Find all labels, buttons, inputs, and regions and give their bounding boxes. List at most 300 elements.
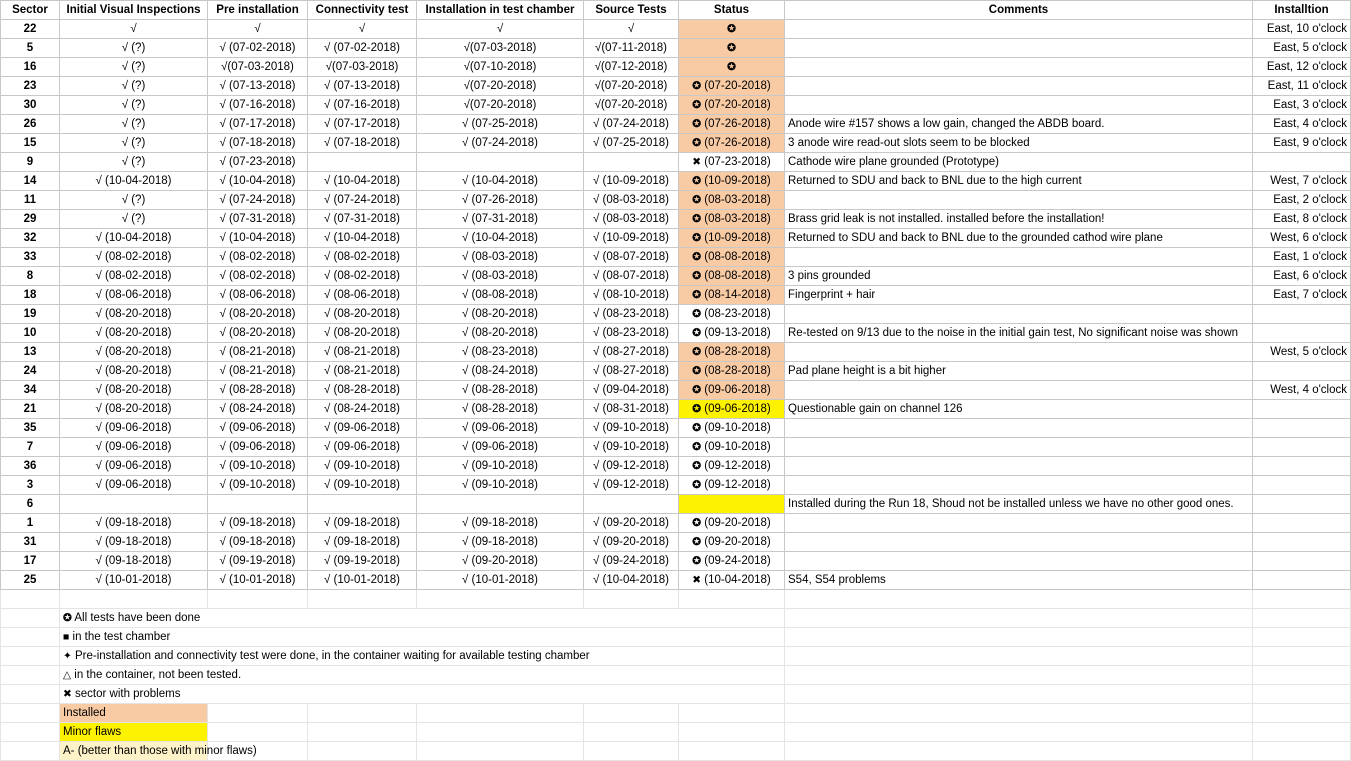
comment-cell[interactable]	[785, 58, 1253, 77]
empty-cell[interactable]	[1, 590, 60, 609]
chamber-cell[interactable]: √ (08-20-2018)	[417, 305, 584, 324]
sector-cell[interactable]: 16	[1, 58, 60, 77]
comment-cell[interactable]: S54, S54 problems	[785, 571, 1253, 590]
empty-cell[interactable]	[1, 666, 60, 685]
visual-inspection-cell[interactable]: √ (09-18-2018)	[60, 552, 208, 571]
connectivity-cell[interactable]: √ (08-20-2018)	[308, 305, 417, 324]
sector-cell[interactable]: 15	[1, 134, 60, 153]
sector-cell[interactable]: 22	[1, 20, 60, 39]
sector-cell[interactable]: 30	[1, 96, 60, 115]
status-cell[interactable]	[679, 58, 785, 77]
comment-cell[interactable]	[785, 457, 1253, 476]
chamber-cell[interactable]: √ (10-04-2018)	[417, 172, 584, 191]
chamber-cell[interactable]: √ (08-03-2018)	[417, 248, 584, 267]
sector-cell[interactable]: 14	[1, 172, 60, 191]
installation-cell[interactable]: East, 3 o'clock	[1253, 96, 1351, 115]
installation-cell[interactable]: East, 10 o'clock	[1253, 20, 1351, 39]
status-cell[interactable]	[679, 153, 785, 172]
chamber-cell[interactable]: √ (08-24-2018)	[417, 362, 584, 381]
status-cell[interactable]	[679, 229, 785, 248]
empty-cell[interactable]	[785, 666, 1253, 685]
pre-installation-cell[interactable]: √ (09-10-2018)	[208, 457, 308, 476]
legend-cell[interactable]	[60, 628, 785, 647]
installation-cell[interactable]	[1253, 362, 1351, 381]
comment-cell[interactable]: Anode wire #157 shows a low gain, changed the ABDB board.	[785, 115, 1253, 134]
empty-cell[interactable]	[785, 685, 1253, 704]
pre-installation-cell[interactable]: √ (10-04-2018)	[208, 172, 308, 191]
header-sector[interactable]: Sector	[1, 1, 60, 20]
sector-cell[interactable]: 33	[1, 248, 60, 267]
comment-cell[interactable]	[785, 552, 1253, 571]
empty-cell[interactable]	[417, 590, 584, 609]
pre-installation-cell[interactable]: √	[208, 20, 308, 39]
installation-cell[interactable]	[1253, 533, 1351, 552]
status-cell[interactable]	[679, 571, 785, 590]
comment-cell[interactable]	[785, 20, 1253, 39]
sector-cell[interactable]: 5	[1, 39, 60, 58]
chamber-cell[interactable]: √ (10-01-2018)	[417, 571, 584, 590]
empty-cell[interactable]	[1, 609, 60, 628]
source-test-cell[interactable]: √ (09-04-2018)	[584, 381, 679, 400]
status-cell[interactable]	[679, 533, 785, 552]
visual-inspection-cell[interactable]: √ (09-18-2018)	[60, 533, 208, 552]
visual-inspection-cell[interactable]: √ (?)	[60, 58, 208, 77]
visual-inspection-cell[interactable]: √ (08-20-2018)	[60, 343, 208, 362]
empty-cell[interactable]	[60, 590, 208, 609]
status-cell[interactable]	[679, 210, 785, 229]
chamber-cell[interactable]: √(07-10-2018)	[417, 58, 584, 77]
pre-installation-cell[interactable]: √ (09-06-2018)	[208, 419, 308, 438]
source-test-cell[interactable]	[584, 495, 679, 514]
status-cell[interactable]	[679, 248, 785, 267]
chamber-cell[interactable]: √ (09-18-2018)	[417, 514, 584, 533]
sector-cell[interactable]: 21	[1, 400, 60, 419]
source-test-cell[interactable]: √ (08-31-2018)	[584, 400, 679, 419]
status-cell[interactable]	[679, 400, 785, 419]
pre-installation-cell[interactable]: √ (08-06-2018)	[208, 286, 308, 305]
pre-installation-cell[interactable]: √ (08-02-2018)	[208, 248, 308, 267]
installation-cell[interactable]	[1253, 514, 1351, 533]
pre-installation-cell[interactable]: √ (08-20-2018)	[208, 305, 308, 324]
sector-cell[interactable]: 19	[1, 305, 60, 324]
source-test-cell[interactable]: √ (09-10-2018)	[584, 419, 679, 438]
chamber-cell[interactable]: √ (07-24-2018)	[417, 134, 584, 153]
visual-inspection-cell[interactable]: √ (09-06-2018)	[60, 457, 208, 476]
status-cell[interactable]	[679, 96, 785, 115]
chamber-cell[interactable]: √ (09-06-2018)	[417, 419, 584, 438]
empty-cell[interactable]	[785, 590, 1253, 609]
source-test-cell[interactable]: √ (09-10-2018)	[584, 438, 679, 457]
sector-cell[interactable]: 3	[1, 476, 60, 495]
header-visual-inspections[interactable]: Initial Visual Inspections	[60, 1, 208, 20]
visual-inspection-cell[interactable]: √ (10-01-2018)	[60, 571, 208, 590]
installation-cell[interactable]: East, 8 o'clock	[1253, 210, 1351, 229]
sector-cell[interactable]: 31	[1, 533, 60, 552]
legend-cell[interactable]: Installed	[60, 704, 208, 723]
status-cell[interactable]	[679, 20, 785, 39]
pre-installation-cell[interactable]: √ (08-28-2018)	[208, 381, 308, 400]
installation-cell[interactable]: East, 2 o'clock	[1253, 191, 1351, 210]
source-test-cell[interactable]: √ (08-27-2018)	[584, 362, 679, 381]
sector-cell[interactable]: 25	[1, 571, 60, 590]
empty-cell[interactable]	[679, 704, 785, 723]
chamber-cell[interactable]: √ (07-31-2018)	[417, 210, 584, 229]
status-cell[interactable]	[679, 115, 785, 134]
source-test-cell[interactable]: √ (09-12-2018)	[584, 476, 679, 495]
connectivity-cell[interactable]: √ (07-17-2018)	[308, 115, 417, 134]
pre-installation-cell[interactable]: √ (07-02-2018)	[208, 39, 308, 58]
connectivity-cell[interactable]: √ (08-21-2018)	[308, 343, 417, 362]
connectivity-cell[interactable]: √ (07-02-2018)	[308, 39, 417, 58]
installation-cell[interactable]: East, 9 o'clock	[1253, 134, 1351, 153]
empty-cell[interactable]	[584, 590, 679, 609]
empty-cell[interactable]	[785, 609, 1253, 628]
comment-cell[interactable]: Pad plane height is a bit higher	[785, 362, 1253, 381]
chamber-cell[interactable]: √ (08-20-2018)	[417, 324, 584, 343]
status-cell[interactable]	[679, 552, 785, 571]
installation-cell[interactable]: West, 6 o'clock	[1253, 229, 1351, 248]
legend-cell[interactable]	[60, 609, 785, 628]
sector-cell[interactable]: 36	[1, 457, 60, 476]
comment-cell[interactable]: Re-tested on 9/13 due to the noise in the initial gain test, No significant noise was shown	[785, 324, 1253, 343]
visual-inspection-cell[interactable]: √ (08-20-2018)	[60, 362, 208, 381]
chamber-cell[interactable]: √ (08-23-2018)	[417, 343, 584, 362]
empty-cell[interactable]	[679, 590, 785, 609]
visual-inspection-cell[interactable]: √ (?)	[60, 134, 208, 153]
sector-cell[interactable]: 10	[1, 324, 60, 343]
comment-cell[interactable]: Installed during the Run 18, Shoud not be installed unless we have no other good ones.	[785, 495, 1253, 514]
installation-cell[interactable]: East, 6 o'clock	[1253, 267, 1351, 286]
source-test-cell[interactable]: √ (10-09-2018)	[584, 172, 679, 191]
status-cell[interactable]	[679, 343, 785, 362]
installation-cell[interactable]: East, 7 o'clock	[1253, 286, 1351, 305]
status-cell[interactable]	[679, 172, 785, 191]
installation-cell[interactable]: East, 4 o'clock	[1253, 115, 1351, 134]
sector-cell[interactable]: 13	[1, 343, 60, 362]
visual-inspection-cell[interactable]: √ (09-06-2018)	[60, 419, 208, 438]
connectivity-cell[interactable]: √ (10-04-2018)	[308, 229, 417, 248]
empty-cell[interactable]	[1253, 723, 1351, 742]
empty-cell[interactable]	[1, 628, 60, 647]
empty-cell[interactable]	[1, 685, 60, 704]
empty-cell[interactable]	[417, 742, 584, 761]
comment-cell[interactable]: Cathode wire plane grounded (Prototype)	[785, 153, 1253, 172]
comment-cell[interactable]	[785, 381, 1253, 400]
chamber-cell[interactable]: √ (09-18-2018)	[417, 533, 584, 552]
source-test-cell[interactable]: √ (08-03-2018)	[584, 191, 679, 210]
installation-cell[interactable]: East, 5 o'clock	[1253, 39, 1351, 58]
header-connectivity-test[interactable]: Connectivity test	[308, 1, 417, 20]
visual-inspection-cell[interactable]: √ (08-20-2018)	[60, 305, 208, 324]
installation-cell[interactable]: West, 7 o'clock	[1253, 172, 1351, 191]
installation-cell[interactable]	[1253, 305, 1351, 324]
source-test-cell[interactable]: √ (08-23-2018)	[584, 324, 679, 343]
pre-installation-cell[interactable]: √ (08-02-2018)	[208, 267, 308, 286]
connectivity-cell[interactable]: √ (09-10-2018)	[308, 476, 417, 495]
empty-cell[interactable]	[308, 704, 417, 723]
connectivity-cell[interactable]: √ (09-19-2018)	[308, 552, 417, 571]
empty-cell[interactable]	[679, 742, 785, 761]
chamber-cell[interactable]: √ (07-25-2018)	[417, 115, 584, 134]
installation-cell[interactable]	[1253, 153, 1351, 172]
installation-cell[interactable]	[1253, 552, 1351, 571]
empty-cell[interactable]	[584, 704, 679, 723]
pre-installation-cell[interactable]	[208, 495, 308, 514]
source-test-cell[interactable]: √ (07-25-2018)	[584, 134, 679, 153]
source-test-cell[interactable]: √ (08-03-2018)	[584, 210, 679, 229]
installation-cell[interactable]: East, 11 o'clock	[1253, 77, 1351, 96]
status-cell[interactable]	[679, 191, 785, 210]
installation-cell[interactable]	[1253, 438, 1351, 457]
connectivity-cell[interactable]: √ (07-24-2018)	[308, 191, 417, 210]
visual-inspection-cell[interactable]: √ (10-04-2018)	[60, 172, 208, 191]
connectivity-cell[interactable]: √ (09-18-2018)	[308, 533, 417, 552]
installation-cell[interactable]	[1253, 495, 1351, 514]
pre-installation-cell[interactable]: √(07-03-2018)	[208, 58, 308, 77]
empty-cell[interactable]	[308, 723, 417, 742]
source-test-cell[interactable]: √ (08-07-2018)	[584, 267, 679, 286]
source-test-cell[interactable]: √ (08-23-2018)	[584, 305, 679, 324]
connectivity-cell[interactable]: √ (08-20-2018)	[308, 324, 417, 343]
status-cell[interactable]	[679, 381, 785, 400]
connectivity-cell[interactable]: √ (08-02-2018)	[308, 248, 417, 267]
source-test-cell[interactable]	[584, 153, 679, 172]
pre-installation-cell[interactable]: √ (07-23-2018)	[208, 153, 308, 172]
connectivity-cell[interactable]: √ (07-18-2018)	[308, 134, 417, 153]
comment-cell[interactable]	[785, 305, 1253, 324]
empty-cell[interactable]	[208, 590, 308, 609]
source-test-cell[interactable]: √(07-20-2018)	[584, 96, 679, 115]
empty-cell[interactable]	[1253, 590, 1351, 609]
comment-cell[interactable]	[785, 77, 1253, 96]
comment-cell[interactable]: 3 pins grounded	[785, 267, 1253, 286]
empty-cell[interactable]	[1253, 685, 1351, 704]
installation-cell[interactable]: East, 1 o'clock	[1253, 248, 1351, 267]
header-status[interactable]: Status	[679, 1, 785, 20]
chamber-cell[interactable]: √ (10-04-2018)	[417, 229, 584, 248]
status-cell[interactable]	[679, 77, 785, 96]
connectivity-cell[interactable]: √(07-03-2018)	[308, 58, 417, 77]
chamber-cell[interactable]: √ (08-28-2018)	[417, 381, 584, 400]
empty-cell[interactable]	[1, 647, 60, 666]
visual-inspection-cell[interactable]: √ (?)	[60, 77, 208, 96]
source-test-cell[interactable]: √ (10-09-2018)	[584, 229, 679, 248]
visual-inspection-cell[interactable]: √ (08-02-2018)	[60, 267, 208, 286]
pre-installation-cell[interactable]: √ (07-31-2018)	[208, 210, 308, 229]
empty-cell[interactable]	[1253, 742, 1351, 761]
status-cell[interactable]	[679, 514, 785, 533]
comment-cell[interactable]	[785, 343, 1253, 362]
installation-cell[interactable]	[1253, 324, 1351, 343]
chamber-cell[interactable]: √ (09-10-2018)	[417, 457, 584, 476]
connectivity-cell[interactable]: √ (10-01-2018)	[308, 571, 417, 590]
empty-cell[interactable]	[1, 704, 60, 723]
visual-inspection-cell[interactable]: √ (09-06-2018)	[60, 438, 208, 457]
sector-cell[interactable]: 23	[1, 77, 60, 96]
chamber-cell[interactable]: √ (08-08-2018)	[417, 286, 584, 305]
visual-inspection-cell[interactable]	[60, 495, 208, 514]
source-test-cell[interactable]: √(07-12-2018)	[584, 58, 679, 77]
pre-installation-cell[interactable]: √ (08-21-2018)	[208, 343, 308, 362]
source-test-cell[interactable]: √ (10-04-2018)	[584, 571, 679, 590]
sector-cell[interactable]: 35	[1, 419, 60, 438]
empty-cell[interactable]	[1, 742, 60, 761]
connectivity-cell[interactable]: √ (09-18-2018)	[308, 514, 417, 533]
installation-cell[interactable]	[1253, 400, 1351, 419]
comment-cell[interactable]	[785, 96, 1253, 115]
connectivity-cell[interactable]: √ (08-02-2018)	[308, 267, 417, 286]
legend-cell[interactable]	[60, 666, 785, 685]
empty-cell[interactable]	[584, 723, 679, 742]
installation-cell[interactable]: West, 4 o'clock	[1253, 381, 1351, 400]
status-cell[interactable]	[679, 134, 785, 153]
visual-inspection-cell[interactable]: √ (08-06-2018)	[60, 286, 208, 305]
legend-cell[interactable]: Minor flaws	[60, 723, 208, 742]
pre-installation-cell[interactable]: √ (09-10-2018)	[208, 476, 308, 495]
pre-installation-cell[interactable]: √ (07-13-2018)	[208, 77, 308, 96]
comment-cell[interactable]: Brass grid leak is not installed. installed before the installation!	[785, 210, 1253, 229]
empty-cell[interactable]	[785, 628, 1253, 647]
visual-inspection-cell[interactable]: √	[60, 20, 208, 39]
connectivity-cell[interactable]: √ (10-04-2018)	[308, 172, 417, 191]
chamber-cell[interactable]: √(07-20-2018)	[417, 96, 584, 115]
visual-inspection-cell[interactable]: √ (?)	[60, 153, 208, 172]
pre-installation-cell[interactable]: √ (09-18-2018)	[208, 533, 308, 552]
sector-cell[interactable]: 29	[1, 210, 60, 229]
source-test-cell[interactable]: √(07-11-2018)	[584, 39, 679, 58]
chamber-cell[interactable]: √(07-03-2018)	[417, 39, 584, 58]
status-cell[interactable]	[679, 476, 785, 495]
visual-inspection-cell[interactable]: √ (?)	[60, 96, 208, 115]
pre-installation-cell[interactable]: √ (08-24-2018)	[208, 400, 308, 419]
sector-cell[interactable]: 7	[1, 438, 60, 457]
comment-cell[interactable]	[785, 248, 1253, 267]
comment-cell[interactable]	[785, 533, 1253, 552]
installation-cell[interactable]	[1253, 419, 1351, 438]
connectivity-cell[interactable]: √ (09-10-2018)	[308, 457, 417, 476]
empty-cell[interactable]	[679, 723, 785, 742]
connectivity-cell[interactable]: √ (07-16-2018)	[308, 96, 417, 115]
pre-installation-cell[interactable]: √ (07-18-2018)	[208, 134, 308, 153]
connectivity-cell[interactable]	[308, 495, 417, 514]
sector-cell[interactable]: 32	[1, 229, 60, 248]
visual-inspection-cell[interactable]: √ (?)	[60, 115, 208, 134]
sector-cell[interactable]: 34	[1, 381, 60, 400]
source-test-cell[interactable]: √ (08-27-2018)	[584, 343, 679, 362]
comment-cell[interactable]: 3 anode wire read-out slots seem to be blocked	[785, 134, 1253, 153]
installation-cell[interactable]	[1253, 457, 1351, 476]
empty-cell[interactable]	[1253, 704, 1351, 723]
installation-cell[interactable]: East, 12 o'clock	[1253, 58, 1351, 77]
empty-cell[interactable]	[1253, 647, 1351, 666]
status-cell[interactable]	[679, 305, 785, 324]
header-installation-chamber[interactable]: Installation in test chamber	[417, 1, 584, 20]
empty-cell[interactable]	[208, 704, 308, 723]
chamber-cell[interactable]: √ (09-06-2018)	[417, 438, 584, 457]
comment-cell[interactable]: Returned to SDU and back to BNL due to the grounded cathod wire plane	[785, 229, 1253, 248]
chamber-cell[interactable]	[417, 495, 584, 514]
visual-inspection-cell[interactable]: √ (08-20-2018)	[60, 381, 208, 400]
sector-cell[interactable]: 24	[1, 362, 60, 381]
sector-cell[interactable]: 8	[1, 267, 60, 286]
legend-cell[interactable]	[60, 647, 785, 666]
chamber-cell[interactable]: √ (09-20-2018)	[417, 552, 584, 571]
chamber-cell[interactable]	[417, 153, 584, 172]
source-test-cell[interactable]: √ (09-24-2018)	[584, 552, 679, 571]
installation-cell[interactable]	[1253, 571, 1351, 590]
connectivity-cell[interactable]: √ (08-06-2018)	[308, 286, 417, 305]
source-test-cell[interactable]: √ (08-10-2018)	[584, 286, 679, 305]
comment-cell[interactable]	[785, 419, 1253, 438]
pre-installation-cell[interactable]: √ (09-19-2018)	[208, 552, 308, 571]
empty-cell[interactable]	[1253, 666, 1351, 685]
chamber-cell[interactable]: √ (08-03-2018)	[417, 267, 584, 286]
sector-cell[interactable]: 26	[1, 115, 60, 134]
visual-inspection-cell[interactable]: √ (?)	[60, 210, 208, 229]
status-cell[interactable]	[679, 457, 785, 476]
sector-cell[interactable]: 11	[1, 191, 60, 210]
installation-cell[interactable]	[1253, 476, 1351, 495]
comment-cell[interactable]	[785, 438, 1253, 457]
source-test-cell[interactable]: √	[584, 20, 679, 39]
connectivity-cell[interactable]: √ (08-28-2018)	[308, 381, 417, 400]
source-test-cell[interactable]: √(07-20-2018)	[584, 77, 679, 96]
status-cell[interactable]	[679, 419, 785, 438]
empty-cell[interactable]	[417, 723, 584, 742]
pre-installation-cell[interactable]: √ (10-01-2018)	[208, 571, 308, 590]
status-cell[interactable]	[679, 39, 785, 58]
connectivity-cell[interactable]: √ (09-06-2018)	[308, 419, 417, 438]
header-pre-installation[interactable]: Pre installation	[208, 1, 308, 20]
pre-installation-cell[interactable]: √ (07-17-2018)	[208, 115, 308, 134]
pre-installation-cell[interactable]: √ (09-18-2018)	[208, 514, 308, 533]
pre-installation-cell[interactable]: √ (08-20-2018)	[208, 324, 308, 343]
connectivity-cell[interactable]: √ (07-13-2018)	[308, 77, 417, 96]
chamber-cell[interactable]: √(07-20-2018)	[417, 77, 584, 96]
comment-cell[interactable]: Questionable gain on channel 126	[785, 400, 1253, 419]
pre-installation-cell[interactable]: √ (09-06-2018)	[208, 438, 308, 457]
empty-cell[interactable]	[584, 742, 679, 761]
empty-cell[interactable]	[785, 647, 1253, 666]
visual-inspection-cell[interactable]: √ (08-20-2018)	[60, 324, 208, 343]
source-test-cell[interactable]: √ (09-12-2018)	[584, 457, 679, 476]
pre-installation-cell[interactable]: √ (10-04-2018)	[208, 229, 308, 248]
visual-inspection-cell[interactable]: √ (?)	[60, 39, 208, 58]
comment-cell[interactable]	[785, 476, 1253, 495]
status-cell[interactable]	[679, 267, 785, 286]
status-cell[interactable]	[679, 286, 785, 305]
pre-installation-cell[interactable]: √ (07-24-2018)	[208, 191, 308, 210]
legend-cell[interactable]	[60, 685, 785, 704]
empty-cell[interactable]	[208, 723, 308, 742]
header-installation[interactable]: Installtion	[1253, 1, 1351, 20]
status-cell[interactable]	[679, 438, 785, 457]
status-cell[interactable]	[679, 495, 785, 514]
connectivity-cell[interactable]: √	[308, 20, 417, 39]
status-cell[interactable]	[679, 362, 785, 381]
comment-cell[interactable]	[785, 514, 1253, 533]
visual-inspection-cell[interactable]: √ (10-04-2018)	[60, 229, 208, 248]
legend-cell[interactable]: A- (better than those with minor flaws)	[60, 742, 208, 761]
empty-cell[interactable]	[785, 704, 1253, 723]
empty-cell[interactable]	[1, 723, 60, 742]
sector-cell[interactable]: 6	[1, 495, 60, 514]
sector-cell[interactable]: 1	[1, 514, 60, 533]
comment-cell[interactable]	[785, 39, 1253, 58]
installation-cell[interactable]: West, 5 o'clock	[1253, 343, 1351, 362]
visual-inspection-cell[interactable]: √ (08-20-2018)	[60, 400, 208, 419]
sector-cell[interactable]: 9	[1, 153, 60, 172]
